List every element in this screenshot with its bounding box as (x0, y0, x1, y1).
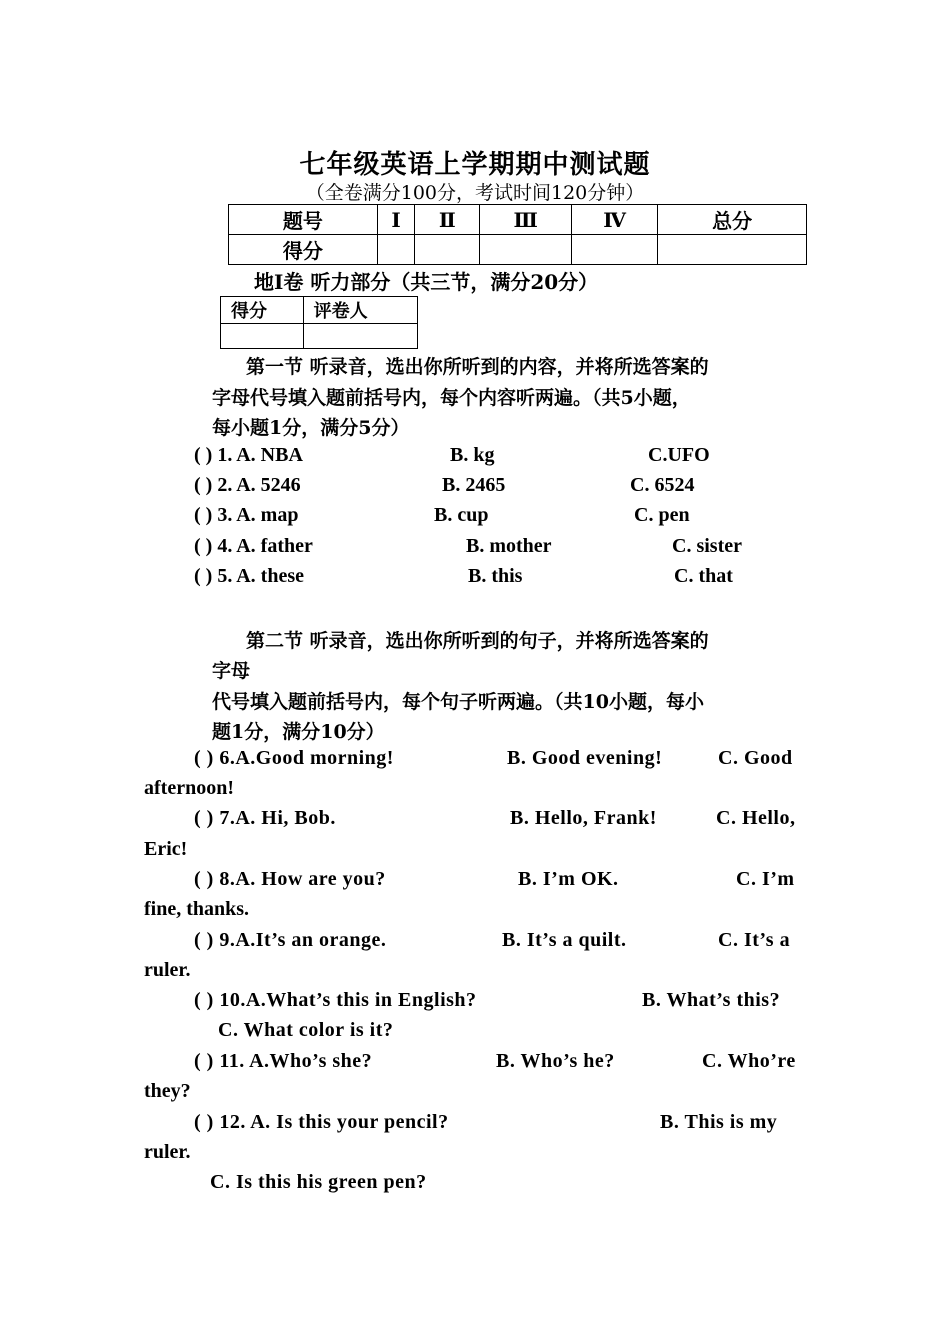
q10-option-c: C. What color is it? (218, 1019, 394, 1041)
q2-option-c: C. 6524 (630, 474, 695, 496)
q1-option-b: B. kg (450, 444, 495, 466)
q12-continuation: ruler. (144, 1141, 191, 1163)
score-cell[interactable] (572, 235, 658, 265)
q8-continuation: fine, thanks. (144, 898, 250, 920)
score-table (228, 204, 807, 265)
q7-continuation: Eric! (144, 838, 188, 860)
grader-score-label: 得分 (221, 297, 304, 324)
score-row-label: 得分 (229, 235, 378, 265)
section1-instruction-line3: 每小题1分，满分5分） (212, 417, 410, 439)
section2-instruction-line4: 题1分，满分10分） (212, 721, 385, 743)
section2-instruction-line1: 第二节 听录音，选出你所听到的句子，并将所选答案的 (246, 630, 709, 652)
q11-option-a: ( ) 11. A.Who’s she? (194, 1050, 373, 1072)
q3-option-c: C. pen (634, 504, 690, 526)
score-cell[interactable] (658, 235, 807, 265)
grader-name-cell[interactable] (303, 324, 417, 349)
q10-option-b: B. What’s this? (642, 989, 781, 1011)
q4-option-c: C. sister (672, 535, 742, 557)
section1-instruction-line2: 字母代号填入题前括号内，每个内容听两遍。（共5小题， (212, 387, 691, 409)
q5-option-a: ( ) 5. A. these (194, 565, 304, 587)
q7-option-c: C. Hello, (716, 807, 796, 829)
grader-box (220, 296, 418, 349)
q4-option-a: ( ) 4. A. father (194, 535, 313, 557)
q1-option-c: C.UFO (648, 444, 710, 466)
q6-option-b: B. Good evening! (507, 747, 663, 769)
score-header-cell: Ⅱ (415, 205, 480, 235)
q9-option-a: ( ) 9.A.It’s an orange. (194, 929, 387, 951)
grader-blank-row (221, 324, 418, 349)
grader-score-cell[interactable] (221, 324, 304, 349)
q2-option-b: B. 2465 (442, 474, 506, 496)
score-cell[interactable] (377, 235, 415, 265)
q12-option-a: ( ) 12. A. Is this your pencil? (194, 1111, 449, 1133)
score-table-score-row (229, 235, 807, 265)
q12-option-c: C. Is this his green pen? (210, 1171, 427, 1193)
q8-option-b: B. I’m OK. (518, 868, 619, 890)
exam-subtitle: （全卷满分100分，考试时间120分钟） (305, 182, 645, 204)
q12-option-b: B. This is my (660, 1111, 778, 1133)
q11-option-b: B. Who’s he? (496, 1050, 615, 1072)
score-header-cell: Ⅰ (377, 205, 415, 235)
q8-option-c: C. I’m (736, 868, 795, 890)
q6-option-c: C. Good (718, 747, 793, 769)
score-cell[interactable] (480, 235, 572, 265)
exam-title: 七年级英语上学期期中测试题 (299, 150, 651, 180)
q6-option-a: ( ) 6.A.Good morning! (194, 747, 394, 769)
q11-continuation: they? (144, 1080, 191, 1102)
score-cell[interactable] (415, 235, 480, 265)
q7-option-a: ( ) 7.A. Hi, Bob. (194, 807, 336, 829)
q3-option-b: B. cup (434, 504, 489, 526)
q8-option-a: ( ) 8.A. How are you? (194, 868, 386, 890)
q2-option-a: ( ) 2. A. 5246 (194, 474, 301, 496)
section1-instruction-line1: 第一节 听录音，选出你所听到的内容，并将所选答案的 (246, 356, 709, 378)
score-header-cell: Ⅲ (480, 205, 572, 235)
grader-name-label: 评卷人 (303, 297, 417, 324)
q10-option-a: ( ) 10.A.What’s this in English? (194, 989, 477, 1011)
score-table-header-row (229, 205, 807, 235)
score-header-cell: 题号 (229, 205, 378, 235)
q9-continuation: ruler. (144, 959, 191, 981)
score-header-cell: Ⅳ (572, 205, 658, 235)
q3-option-a: ( ) 3. A. map (194, 504, 299, 526)
q11-option-c: C. Who’re (702, 1050, 796, 1072)
q5-option-b: B. this (468, 565, 523, 587)
section2-instruction-line3: 代号填入题前括号内，每个句子听两遍。（共10小题，每小 (212, 691, 704, 713)
q4-option-b: B. mother (466, 535, 552, 557)
grader-header-row (221, 297, 418, 324)
q1-option-a: ( ) 1. A. NBA (194, 444, 303, 466)
q5-option-c: C. that (674, 565, 733, 587)
q6-continuation: afternoon! (144, 777, 234, 799)
part1-heading: 地Ⅰ卷 听力部分（共三节，满分20分） (254, 270, 599, 294)
q7-option-b: B. Hello, Frank! (510, 807, 657, 829)
q9-option-c: C. It’s a (718, 929, 791, 951)
score-header-cell: 总分 (658, 205, 807, 235)
section2-instruction-line2: 字母 (212, 660, 251, 682)
q9-option-b: B. It’s a quilt. (502, 929, 627, 951)
